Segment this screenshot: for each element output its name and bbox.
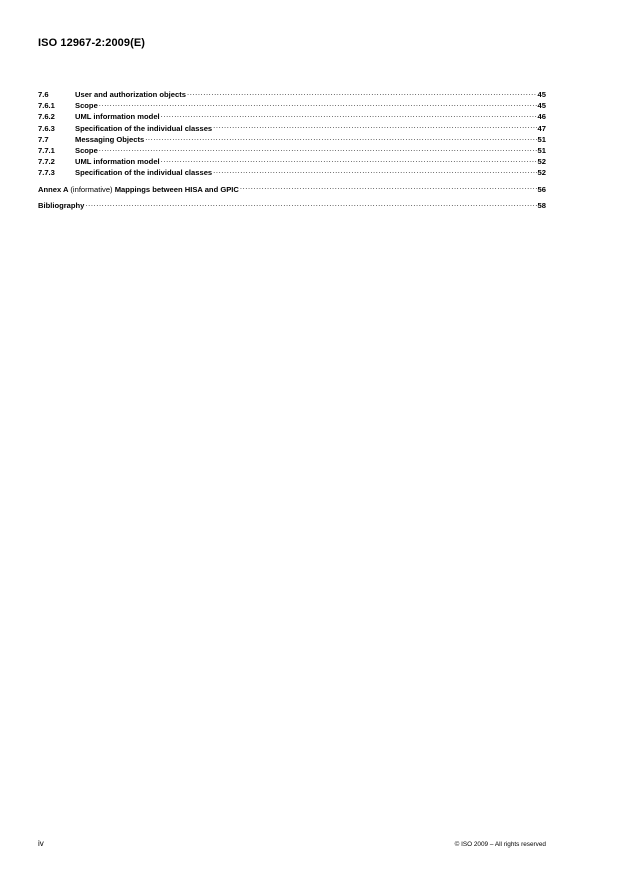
toc-entry-title: Bibliography (38, 200, 85, 210)
dot-leader (161, 155, 537, 164)
toc-entry-page: 52 (537, 168, 546, 178)
annex-qualifier: (informative) (70, 184, 113, 194)
toc-entry-number: 7.7.2 (38, 157, 55, 167)
toc-entry-number: 7.6.1 (38, 101, 55, 111)
copyright-notice: © ISO 2009 – All rights reserved (454, 841, 546, 848)
toc-entry[interactable] (38, 133, 546, 144)
table-of-contents (38, 88, 546, 210)
dot-leader (99, 99, 537, 108)
dot-leader (213, 166, 536, 175)
toc-entry-number: 7.7 (38, 134, 49, 144)
toc-entry-title: UML information model (75, 112, 160, 122)
toc-entry[interactable] (38, 122, 546, 133)
toc-entry-number: 7.7.3 (38, 168, 55, 178)
toc-entry-title: Messaging Objects (75, 134, 145, 144)
toc-entry-annex-a[interactable] (38, 183, 546, 194)
toc-entry-title: Specification of the individual classes (75, 123, 213, 133)
toc-entry-title: Specification of the individual classes (75, 168, 213, 178)
annex-label: Annex A (38, 184, 69, 194)
dot-leader (240, 183, 537, 192)
toc-entry-page: 56 (537, 184, 546, 194)
document-header: ISO 12967-2:2009(E) (38, 37, 146, 49)
dot-leader (145, 133, 536, 142)
toc-entry-title: Scope (75, 101, 98, 111)
toc-entry-page: 46 (537, 112, 546, 122)
toc-entry-page: 45 (537, 101, 546, 111)
dot-leader (99, 144, 537, 153)
toc-entry[interactable] (38, 155, 546, 166)
toc-entry-page: 51 (537, 134, 546, 144)
toc-entry-number: 7.6.2 (38, 112, 55, 122)
toc-entry-page: 52 (537, 157, 546, 167)
toc-entry-number: 7.7.1 (38, 146, 55, 156)
toc-entry-number: 7.6.3 (38, 123, 55, 133)
page-number: iv (38, 839, 44, 848)
toc-entry-page: 58 (537, 200, 546, 210)
toc-entry-bibliography[interactable] (38, 199, 546, 210)
toc-entry[interactable] (38, 144, 546, 155)
toc-entry-title: User and authorization objects (75, 90, 186, 99)
toc-entry[interactable] (38, 166, 546, 177)
dot-leader (187, 88, 537, 97)
toc-entry-title: UML information model (75, 157, 160, 167)
dot-leader (85, 199, 536, 208)
toc-entry-number: 7.6 (38, 90, 49, 99)
toc-entry[interactable] (38, 110, 546, 121)
toc-entry-page: 47 (537, 123, 546, 133)
dot-leader (213, 122, 536, 131)
toc-entry-title (38, 185, 239, 194)
toc-entry[interactable] (38, 99, 546, 110)
toc-entry[interactable] (38, 88, 546, 99)
dot-leader (161, 110, 537, 119)
annex-title: Mappings between HISA and GPIC (114, 184, 239, 194)
toc-entry-page: 45 (537, 90, 546, 99)
toc-entry-page: 51 (537, 146, 546, 156)
toc-entry-title: Scope (75, 146, 98, 156)
